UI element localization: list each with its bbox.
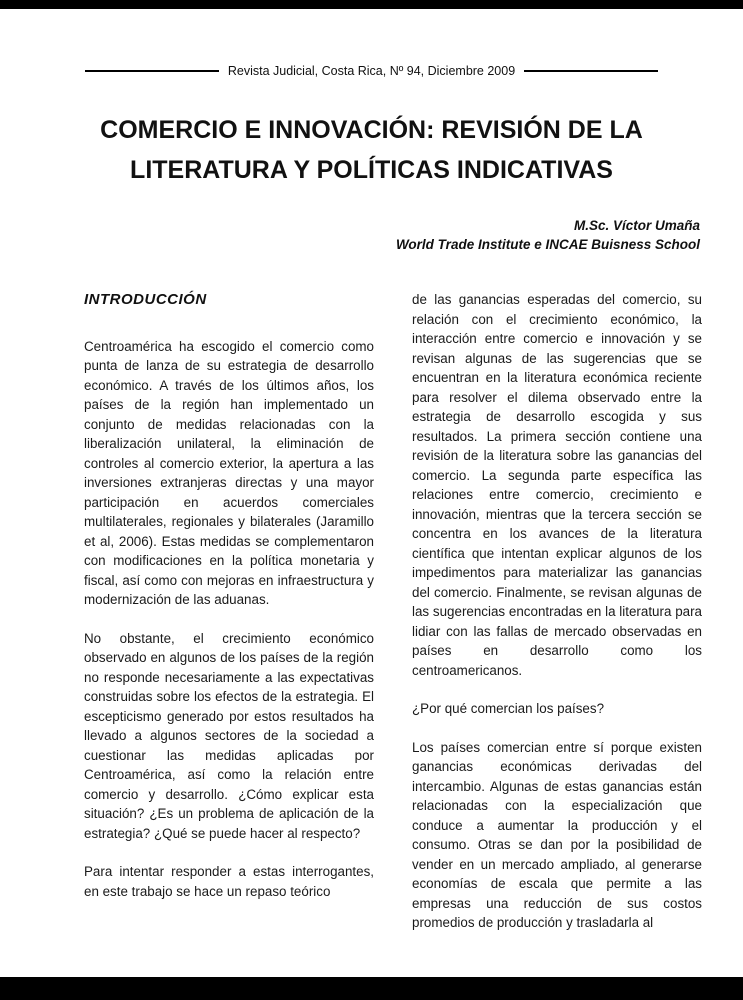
article-title — [0, 110, 743, 190]
section-question: ¿Por qué comercian los países? — [412, 701, 605, 716]
header-rule-left — [85, 70, 219, 72]
header-rule-right — [524, 70, 658, 72]
author-block — [396, 216, 700, 254]
right-column — [412, 290, 702, 933]
intro-heading: INTRODUCCIÓN — [84, 291, 207, 308]
scan-edge-top — [0, 0, 743, 9]
article-title-line2: LITERATURA Y POLÍTICAS INDICATIVAS — [130, 156, 613, 184]
author-name: M.Sc. Víctor Umaña — [573, 218, 700, 233]
paragraph: de las ganancias esperadas del comercio, su relación con el crecimiento económico, la interacción entre comercio e innovación y se revisan algunas de las sugerencias que se encuentran en la literatura económica reciente para resolver el dilema observado entre la estrategia de desarrollo escogida y sus resultados. La primera sección contiene una revisión de la literatura sobre las ganancias del comercio. La segunda parte específica las relaciones entre comercio, crecimiento e innovación, mientras que la tercera sección se concentra en los avances de la literatura científica que intentan explicar algunos de los impedimentos para materializar las ganancias del comercio. Finalmente, se revisan algunas de las sugerencias encontradas en la literatura para lidiar con las fallas de mercado observadas en países en desarrollo como los centroamericanos. — [412, 292, 702, 678]
scan-edge-bottom — [0, 977, 743, 1000]
article-title-line1: COMERCIO E INNOVACIÓN: REVISIÓN DE LA — [100, 116, 643, 144]
paragraph: Para intentar responder a estas interrogantes, en este trabajo se hace un repaso teórico — [84, 864, 374, 899]
left-column — [84, 290, 374, 933]
paragraph: Los países comercian entre sí porque existen ganancias económicas derivadas del intercambio. Algunas de estas ganancias están relacionadas con la especialización que conduce a aumentar la producción y el consumo. Otras se dan por la posibilidad de vender en un mercado ampliado, al generarse economías de escala que permite a las empresas una reducción de sus costos promedios de producción y trasladarla al — [412, 739, 702, 930]
author-affiliation: World Trade Institute e INCAE Buisness School — [395, 237, 700, 252]
journal-header-text: Revista Judicial, Costa Rica, Nº 94, Diciembre 2009 — [227, 64, 516, 78]
two-column-body — [84, 290, 702, 933]
journal-header — [85, 64, 658, 78]
paragraph: Centroamérica ha escogido el comercio como punta de lanza de su estrategia de desarrollo económico. A través de los últimos años, los países de la región han implementado un conjunto de medidas relacionadas con la liberalización unilateral, la eliminación de controles al comercio exterior, la apertura a las inversiones extranjeras directas y una mayor participación en acuerdos comerciales multilaterales, regionales y bilaterales (Jaramillo et al, 2006). Estas medidas se complementaron con modificaciones en la política monetaria y fiscal, así como con mejoras en infraestructura y modernización de las aduanas. — [84, 338, 374, 607]
paragraph: No obstante, el crecimiento económico observado en algunos de los países de la región no responde necesariamente a las expectativas construidas sobre los efectos de la estrategia. El escepticismo generado por estos resultados ha llevado a algunos sectores de la sociedad a cuestionar las medidas aplicadas por Centroamérica, así como la relación entre comercio y desarrollo. ¿Cómo explicar esta situación? ¿Es un problema de aplicación de la estrategia? ¿Qué se puede hacer al respecto? — [84, 630, 374, 841]
